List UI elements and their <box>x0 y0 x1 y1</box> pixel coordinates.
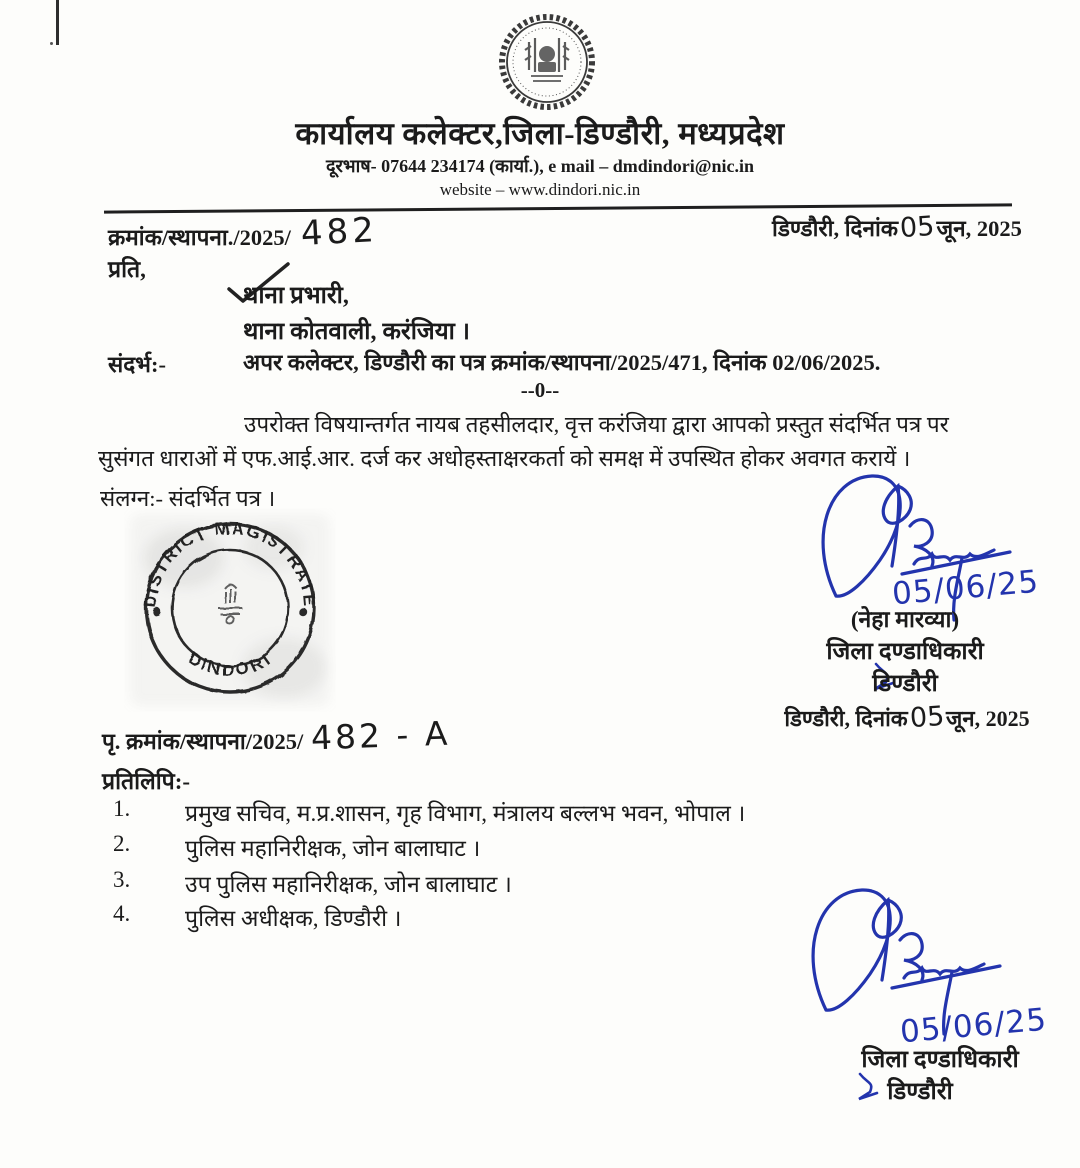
district-magistrate-stamp <box>124 508 336 712</box>
place-date-prefix: डिण्डौरी, दिनांक <box>772 216 899 241</box>
endorsement-number-label: पृ. क्रमांक/स्थापना/2025/ <box>102 729 304 754</box>
copy-item-number: 3. <box>113 867 131 892</box>
signature-1-date-handwritten: 05/06/25 <box>890 563 1041 613</box>
letter-number-line <box>108 210 379 254</box>
reference-label: संदर्भ:- <box>108 352 166 377</box>
copy-item-number: 4. <box>113 901 131 926</box>
stamp-top-text: DISTRICT MAGISTRATE <box>140 518 320 609</box>
signatory-place: डिण्डौरी <box>872 671 938 697</box>
letter-number-handwritten: 482 <box>299 210 379 254</box>
addressee-line-1: थाना प्रभारी, <box>243 283 349 309</box>
scan-artifact-dot <box>50 42 53 45</box>
office-contact: दूरभाष- 07644 234174 (कार्या.), e mail – dmdindori@nic.in <box>326 156 754 176</box>
scan-artifact-line <box>56 0 59 45</box>
endorsement-number-line <box>102 713 452 758</box>
signatory-name: (नेहा मारव्या) <box>850 607 960 632</box>
date-handwritten: 05 <box>899 210 936 245</box>
copy-item-number: 1. <box>113 796 131 821</box>
signatory-2-place: डिण्डौरी <box>887 1079 953 1105</box>
sig-place-date-suffix: जून, 2025 <box>946 706 1030 731</box>
place-date-suffix: जून, 2025 <box>936 216 1022 241</box>
salutation: प्रति, <box>108 257 146 282</box>
body-paragraph: उपरोक्त विषयान्तर्गत नायब तहसीलदार, वृत्त करंजिया द्वारा आपको प्रस्तुत संदर्भित पत्र पर सुसंगत धाराओं में एफ.आई.आर. दर्ज कर अधोहस्ताक्षरकर्ता को समक्ष में उपस्थित होकर अवगत करायें । <box>98 412 949 471</box>
signatory-2-designation: जिला दण्डाधिकारी <box>861 1047 1019 1073</box>
signature-2-date-handwritten: 05/06/25 <box>898 1001 1049 1051</box>
office-title: कार्यालय कलेक्टर,जिला-डिण्डौरी, मध्यप्रदेश <box>295 116 785 151</box>
endorsement-number-handwritten: 482 - A <box>310 713 452 758</box>
separator-mark: --0-- <box>520 378 560 402</box>
copy-item-text: प्रमुख सचिव, म.प्र.शासन, गृह विभाग, मंत्रालय बल्लभ भवन, भोपाल । <box>185 801 746 826</box>
signatory-designation: जिला दण्डाधिकारी <box>826 639 984 665</box>
reference-text: अपर कलेक्टर, डिण्डौरी का पत्र क्रमांक/स्थापना/2025/471, दिनांक 02/06/2025. <box>243 350 881 375</box>
office-website: website – www.dindori.nic.in <box>439 180 641 199</box>
place-date-line <box>772 212 1022 243</box>
enclosure-line: संलग्न:- संदर्भित पत्र । <box>100 486 276 511</box>
copy-item-text: पुलिस महानिरीक्षक, जोन बालाघाट । <box>185 836 481 861</box>
state-emblem-icon <box>495 10 599 114</box>
signature-place-date-line <box>762 702 1052 733</box>
copy-to-label: प्रतिलिपि:- <box>102 769 191 794</box>
addressee-line-2: थाना कोतवाली, करंजिया । <box>243 319 470 345</box>
copy-item-text: उप पुलिस महानिरीक्षक, जोन बालाघाट । <box>185 872 512 897</box>
sig-date-handwritten: 05 <box>908 700 946 735</box>
copy-item-number: 2. <box>113 831 131 856</box>
sig-place-date-prefix: डिण्डौरी, दिनांक <box>784 706 908 731</box>
letter-number-label: क्रमांक/स्थापना./2025/ <box>108 225 291 250</box>
stamp-bottom-text: DINDORI <box>184 648 276 680</box>
copy-item-text: पुलिस अधीक्षक, डिण्डौरी । <box>185 906 402 931</box>
